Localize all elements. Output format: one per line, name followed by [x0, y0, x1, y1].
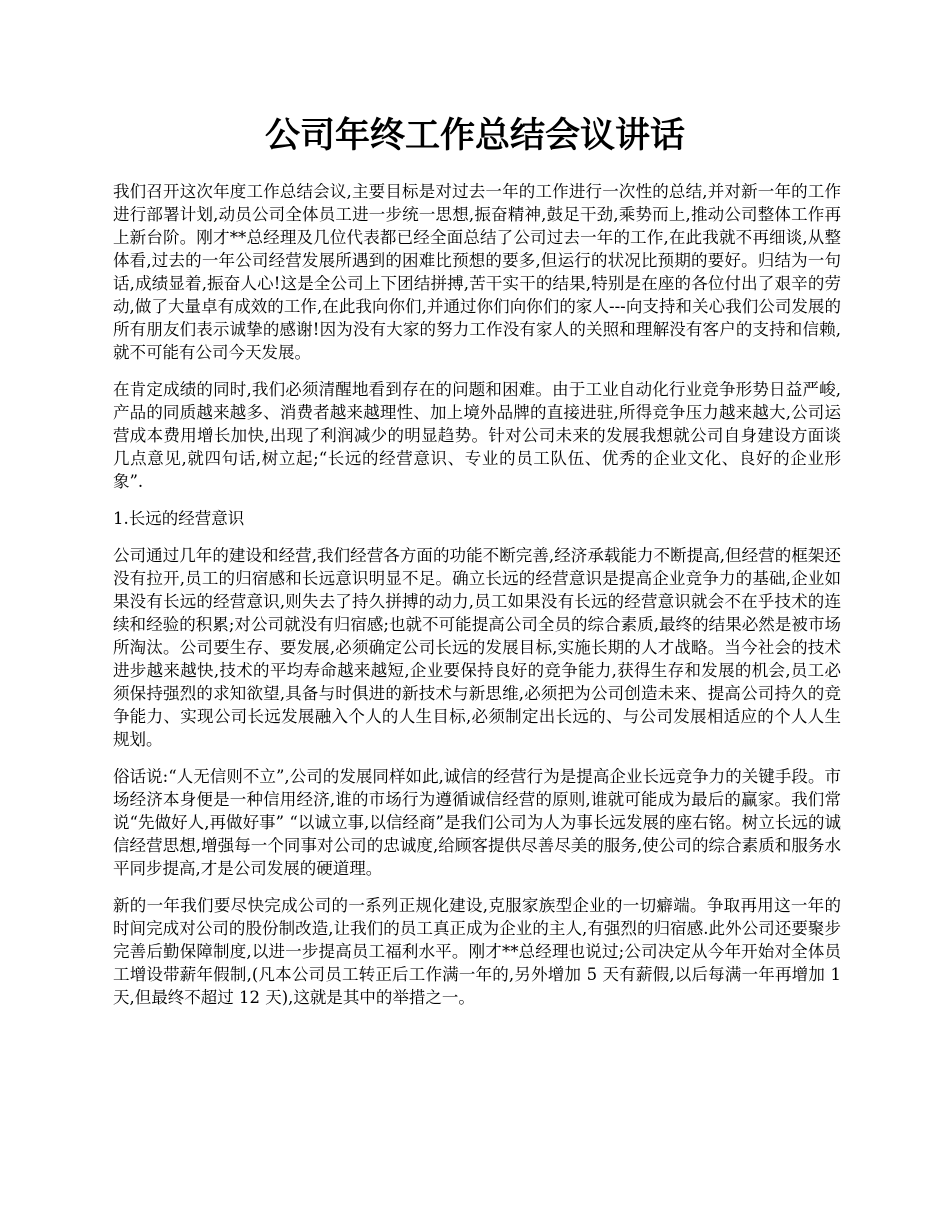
document-body: [113, 180, 841, 1023]
section-heading: 1.长远的经营意识: [113, 509, 245, 528]
document-title: 公司年终工作总结会议讲话: [264, 115, 685, 156]
paragraph-long-term-awareness: 公司通过几年的建设和经营,我们经营各方面的功能不断完善,经济承载能力不断提高,但经营的框架还没有拉开,员工的归宿感和长远意识明显不足。确立长远的经营意识是提高企业竞争力的基础,企业如果没有长远的经营意识,则失去了持久拼搏的动力,员工如果没有长远的经营意识就会不在乎技术的连续和经验的积累;对公司就没有归宿感;也就不可能提高公司全员的综合素质,最终的结果必然是被市场所淘汰。公司要生存、要发展,必须确定公司长远的发展目标,实施长期的人才战略。当今社会的技术进步越来越快,技术的平均寿命越来越短,企业要保持良好的竞争能力,获得生存和发展的机会,员工必须保持强烈的求知欲望,具备与时俱进的新技术与新思维,必须把为公司创造未来、提高公司持久的竞争能力、实现公司长远发展融入个人的人生目标,必须制定出长远的、与公司发展相适应的个人人生规划。: [113, 546, 841, 749]
paragraph-integrity: 俗话说:“人无信则不立”,公司的发展同样如此,诚信的经营行为是提高企业长远竞争力的关键手段。市场经济本身便是一种信用经济,谁的市场行为遵循诚信经营的原则,谁就可能成为最后的赢家。我们常说“先做好人,再做好事” “以诚立事,以信经商”是我们公司为人为事长远发展的座右铭。树立长远的诚信经营思想,增强每一个同事对公司的忠诚度,给顾客提供尽善尽美的服务,使公司的综合素质和服务水平同步提高,才是公司发展的硬道理。: [113, 767, 841, 878]
paragraph-intro: 我们召开这次年度工作总结会议,主要目标是对过去一年的工作进行一次性的总结,并对新一年的工作进行部署计划,动员公司全体员工进一步统一思想,振奋精神,鼓足干劲,乘势而上,推动公司整体工作再上新台阶。刚才**总经理及几位代表都已经全面总结了公司过去一年的工作,在此我就不再细谈,从整体看,过去的一年公司经营发展所遇到的困难比预想的要多,但运行的状况比预期的要好。归结为一句话,成绩显着,振奋人心!这是全公司上下团结拼搏,苦干实干的结果,特别是在座的各位付出了艰辛的劳动,做了大量卓有成效的工作,在此我向你们,并通过你们向你们的家人---向支持和关心我们公司发展的所有朋友们表示诚挚的感谢!因为没有大家的努力工作没有家人的关照和理解没有客户的支持和信赖,就不可能有公司今天发展。: [113, 182, 841, 362]
paragraph-problems: 在肯定成绩的同时,我们必须清醒地看到存在的问题和困难。由于工业自动化行业竞争形势日益严峻,产品的同质越来越多、消费者越来越理性、加上境外品牌的直接进驻,所得竞争压力越来越大,公司运营成本费用增长加快,出现了利润减少的明显趋势。针对公司未来的发展我想就公司自身建设方面谈几点意见,就四句话,树立起;“长远的经营意识、专业的员工队伍、优秀的企业文化、良好的企业形象”.: [113, 380, 841, 491]
paragraph-new-year: 新的一年我们要尽快完成公司的一系列正规化建设,克服家族型企业的一切癖端。争取再用这一年的时间完成对公司的股份制改造,让我们的员工真正成为企业的主人,有强烈的归宿感.此外公司还要聚步完善后勤保障制度,以进一步提高员工福利水平。刚才**总经理也说过;公司决定从今年开始对全体员工增设带薪年假制,(凡本公司员工转正后工作满一年的,另外增加 5 天有薪假,以后每满一年再增加 1 天,但最终不超过 12 天),这就是其中的举措之一。: [113, 896, 841, 1007]
